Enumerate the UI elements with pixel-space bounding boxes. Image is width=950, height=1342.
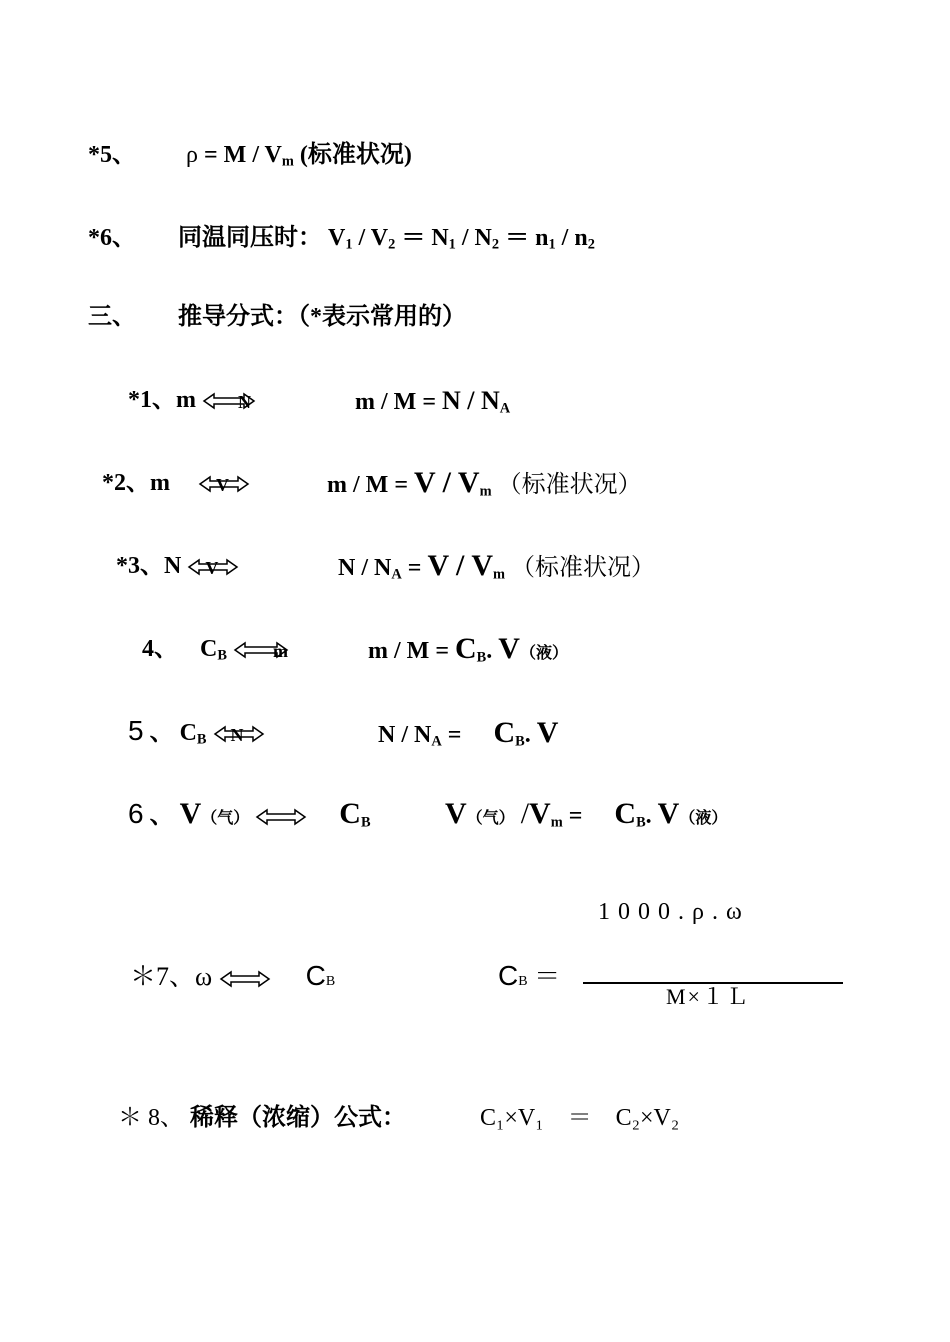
equals-sign: ＝ xyxy=(534,962,561,991)
item-label: 4、 xyxy=(142,636,178,662)
section-title: 推导分式：（*表示常用的） xyxy=(178,304,466,330)
line-label: *5、 xyxy=(88,142,136,168)
arrow-target: m xyxy=(272,641,288,662)
derived-formula-8-rhs: C₁×V₁ ＝ C₂×V₂ xyxy=(480,1105,680,1131)
subscript: B xyxy=(196,731,207,748)
derived-formula-7 xyxy=(130,962,335,990)
formula-text: V xyxy=(657,797,680,830)
subscript: B xyxy=(360,814,371,831)
subscript: 1 xyxy=(345,236,353,253)
formula-line-6 xyxy=(88,225,595,253)
arrow-target: V xyxy=(205,558,219,579)
formula-text: V / V xyxy=(427,549,494,582)
item-label: 5 xyxy=(128,715,144,746)
fraction-denominator: M×１Ｌ xyxy=(666,984,750,1009)
formula-text: / xyxy=(520,797,530,830)
formula-text: N / N xyxy=(442,386,500,415)
formula-text: . xyxy=(645,803,652,829)
item-label: *3、N xyxy=(116,553,182,579)
derived-formula-5-rhs xyxy=(378,718,558,748)
equals-sign: ＝ xyxy=(401,225,432,251)
derived-formula-1-rhs xyxy=(355,386,511,417)
formula-text: = M / V xyxy=(203,142,282,168)
item-label: *2、m xyxy=(102,470,170,496)
formula-text: C xyxy=(339,797,361,830)
subscript-note: （液） xyxy=(679,810,728,827)
subscript: B xyxy=(518,974,528,989)
formula-text: C xyxy=(179,720,197,746)
derived-formula-4-rhs xyxy=(368,634,568,664)
formula-text: V xyxy=(179,797,202,830)
formula-text: V / V xyxy=(414,466,480,499)
formula-text: N / N xyxy=(338,555,392,581)
double-arrow-icon xyxy=(255,807,307,827)
subscript: 1 xyxy=(548,236,556,253)
formula-text: C xyxy=(493,716,516,749)
fraction-numerator: 1000.ρ.ω xyxy=(598,899,750,925)
formula-text: . xyxy=(486,638,493,664)
derived-formula-2 xyxy=(102,471,250,495)
subscript: m xyxy=(493,566,506,583)
formula-text: m / M = xyxy=(355,389,436,415)
condition-note: (标准状况) xyxy=(299,142,412,168)
item-label: ＊7、ω xyxy=(130,962,213,991)
derived-formula-6 xyxy=(128,799,371,829)
subscript: m xyxy=(550,814,563,831)
derived-formula-6-rhs xyxy=(445,799,727,829)
item-label: ＊ 8、 xyxy=(118,1105,184,1131)
derived-formula-2-rhs xyxy=(327,468,642,498)
equals-sign: ＝ xyxy=(505,225,536,251)
subscript-note: （气） xyxy=(466,810,515,827)
section-number: 三、 xyxy=(88,304,136,330)
rho-symbol: ρ xyxy=(186,142,198,168)
formula-text: m / M = xyxy=(368,638,449,664)
formula-text: C xyxy=(200,636,218,662)
formula-text: V xyxy=(498,632,520,665)
double-arrow-icon xyxy=(202,391,256,411)
condition-note: （标准状况） xyxy=(511,555,656,581)
formula-text: C xyxy=(498,960,519,991)
item-label: 6 xyxy=(128,798,144,829)
subscript: A xyxy=(431,733,442,750)
formula-title: 稀释（浓缩）公式： xyxy=(190,1105,406,1131)
formula-text: V xyxy=(370,225,389,251)
equals-sign: = xyxy=(568,803,583,829)
formula-text: C xyxy=(305,960,326,991)
subscript: 2 xyxy=(388,236,396,253)
subscript: A xyxy=(391,566,402,583)
subscript: m xyxy=(281,153,294,170)
equals-sign: = xyxy=(407,555,422,581)
formula-text: . xyxy=(524,722,531,748)
double-arrow-icon xyxy=(187,557,239,577)
item-separator: 、 xyxy=(149,720,174,746)
formula-text: n xyxy=(535,225,549,251)
subscript: B xyxy=(636,814,646,831)
line-label: *6、 xyxy=(88,225,136,251)
derived-formula-3 xyxy=(116,554,239,578)
double-arrow-icon xyxy=(198,474,250,494)
item-separator: 、 xyxy=(149,803,174,829)
formula-text: / xyxy=(455,225,475,251)
condition-note: （标准状况） xyxy=(497,472,642,498)
formula-text: C xyxy=(455,632,477,665)
subscript: 2 xyxy=(491,236,500,253)
formula-text: C xyxy=(614,797,637,830)
subscript: B xyxy=(515,733,525,750)
formula-text: n xyxy=(574,225,588,251)
formula-text: V xyxy=(529,797,551,830)
condition-text: 同温同压时： xyxy=(178,225,322,251)
derived-formula-5 xyxy=(128,715,265,748)
formula-text: / xyxy=(555,225,575,251)
derived-formula-4 xyxy=(142,636,289,664)
formula-text: m / M = xyxy=(327,472,408,498)
formula-line-5 xyxy=(88,142,412,170)
derived-formula-1 xyxy=(128,388,256,412)
derived-formula-3-rhs xyxy=(338,551,655,581)
arrow-target: N xyxy=(238,392,251,413)
arrow-target: N xyxy=(230,725,244,746)
subscript: B xyxy=(217,647,227,664)
derived-formula-7-lhs xyxy=(498,962,560,990)
item-label: *1、m xyxy=(128,387,196,413)
double-arrow-icon xyxy=(233,640,289,660)
section-heading xyxy=(88,305,466,329)
subscript-note: （气） xyxy=(201,810,250,827)
subscript: 1 xyxy=(448,236,456,253)
equals-sign: = xyxy=(447,722,462,748)
formula-text: N xyxy=(431,225,449,251)
subscript: m xyxy=(479,483,492,500)
formula-text: N xyxy=(474,225,492,251)
derived-formula-8 xyxy=(118,1106,406,1130)
subscript-note: （液） xyxy=(519,645,568,662)
formula-text: V xyxy=(445,797,467,830)
formula-text: N / N xyxy=(378,722,432,748)
arrow-target: V xyxy=(216,475,229,496)
double-arrow-icon xyxy=(219,969,271,989)
subscript: A xyxy=(499,400,511,417)
subscript: B xyxy=(325,974,336,989)
formula-text: / xyxy=(352,225,371,251)
subscript: B xyxy=(476,649,487,666)
subscript: 2 xyxy=(587,236,595,253)
formula-text: V xyxy=(328,225,346,251)
formula-text: V xyxy=(536,716,559,749)
double-arrow-icon xyxy=(213,724,265,744)
